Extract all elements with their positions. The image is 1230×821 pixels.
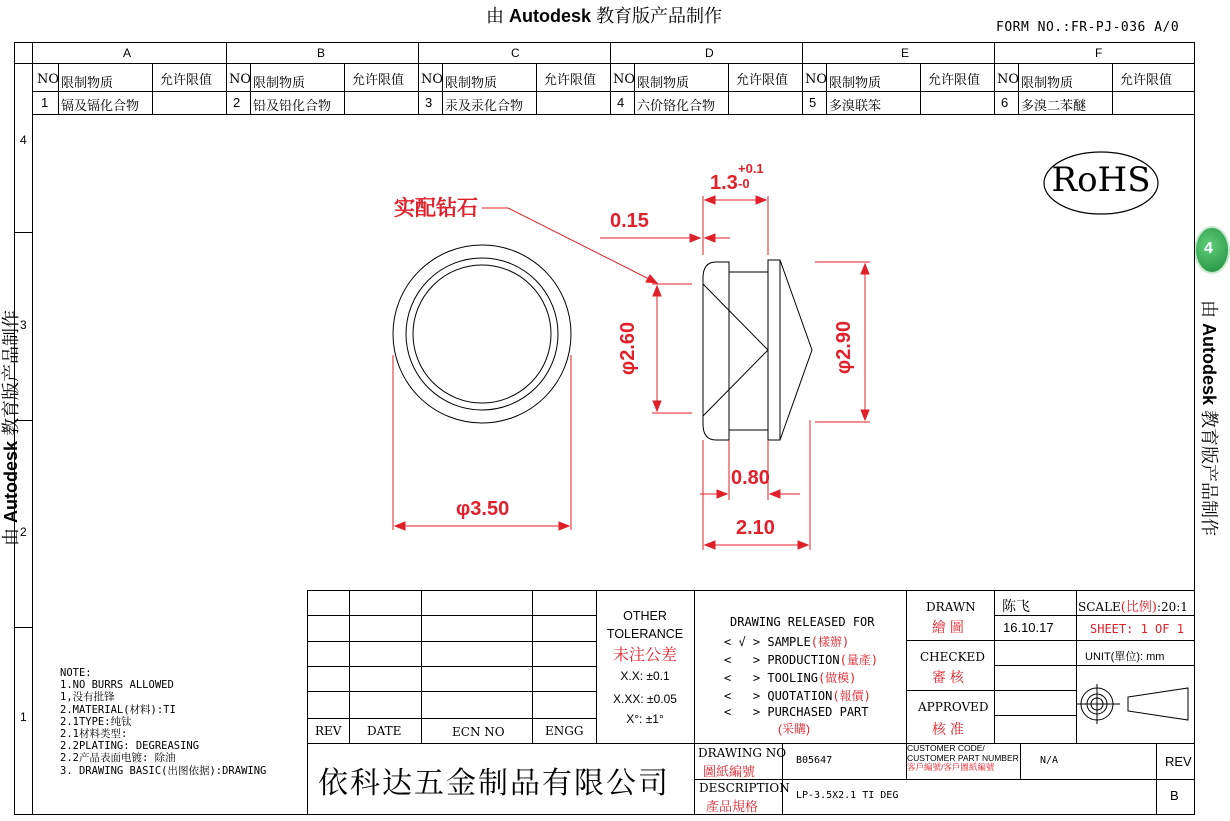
customer-line-cn: 客戶編號/客戶圖紙編號 xyxy=(907,762,995,772)
company-name: 依科达五金制品有限公司 xyxy=(318,766,670,801)
customer-line-1: CUSTOMER CODE/ xyxy=(907,743,985,753)
tolerance-title-1: OTHER xyxy=(623,609,667,623)
header-limit: 允许限值 xyxy=(352,72,405,87)
scale-label: SCALE xyxy=(1078,600,1121,614)
ecn-header: ECN NO xyxy=(452,725,505,739)
header-substance: 限制物质 xyxy=(253,75,306,90)
tolerance-angle: X°: ±1° xyxy=(626,712,664,726)
drawn-label: DRAWN xyxy=(926,600,976,614)
header-substance: 限制物质 xyxy=(445,75,498,90)
header-substance: 限制物质 xyxy=(1021,75,1074,90)
header-limit: 允许限值 xyxy=(736,72,789,87)
checked-label: CHECKED xyxy=(920,650,985,664)
tolerance-title-cn: 未注公差 xyxy=(612,647,677,664)
row-substance: 多溴联笨 xyxy=(829,98,882,113)
row-no: 6 xyxy=(1001,95,1009,110)
rohs-text: RoHS xyxy=(1051,160,1151,200)
note-line: 2.1材料类型: xyxy=(60,728,128,741)
note-line: 1.NO BURRS ALLOWED xyxy=(60,679,174,692)
header-limit: 允许限值 xyxy=(544,72,597,87)
header-no: NO xyxy=(229,72,252,87)
row-no: 4 xyxy=(617,95,625,110)
zone-col-d: D xyxy=(705,46,714,60)
tolerance-title-2: TOLERANCE xyxy=(606,627,684,641)
dim-phi-2-90: φ2.90 xyxy=(833,320,856,375)
rev-box-value: B xyxy=(1170,788,1179,803)
description-label-cn: 產品規格 xyxy=(706,799,759,814)
release-cn: (樣辦) xyxy=(810,635,850,649)
watermark-left-suffix: 教育版产品制作 xyxy=(1,309,21,441)
release-mark: < > xyxy=(724,689,761,703)
notes-block xyxy=(60,667,266,777)
release-en: PURCHASED PART xyxy=(767,705,869,719)
customer-code-value: N/A xyxy=(1040,755,1059,766)
scale-value: :20:1 xyxy=(1156,600,1188,614)
unit-field xyxy=(1085,648,1164,664)
unit-value: : mm xyxy=(1140,651,1165,663)
side-view xyxy=(703,260,812,440)
row-substance: 多溴二苯醚 xyxy=(1021,98,1087,113)
note-line: 2.MATERIAL(材料):TI xyxy=(60,703,176,716)
row-substance: 汞及汞化合物 xyxy=(445,98,524,113)
unit-label-cn: (單位) xyxy=(1110,651,1140,663)
note-line: 1,没有批锋 xyxy=(60,691,115,704)
zone-row-3: 3 xyxy=(20,318,27,332)
watermark-suffix: 教育版产品制作 xyxy=(591,6,723,26)
watermark-right-prefix: 由 xyxy=(1199,299,1219,323)
header-substance: 限制物质 xyxy=(637,75,690,90)
release-cn: (量產) xyxy=(839,653,879,667)
header-no: NO xyxy=(805,72,828,87)
date-header: DATE xyxy=(367,724,402,738)
dim-phi-3-50: φ3.50 xyxy=(456,498,510,520)
release-mark: < > xyxy=(724,705,761,719)
green-badge-icon[interactable]: 4 xyxy=(1194,226,1230,274)
approved-label-cn: 核 准 xyxy=(932,721,964,737)
dim-tol-minus: -0 xyxy=(738,176,750,191)
release-mark: < √ > xyxy=(724,635,761,649)
zone-col-f: F xyxy=(1095,46,1103,60)
checked-label-cn: 審 核 xyxy=(932,669,964,685)
dim-0-15: 0.15 xyxy=(610,210,649,232)
release-cn: (做模) xyxy=(817,671,857,685)
note-line: NOTE: xyxy=(60,667,92,679)
row-no: 1 xyxy=(41,95,49,110)
zone-col-e: E xyxy=(901,46,910,60)
unit-label: UNIT xyxy=(1085,651,1111,663)
release-en: SAMPLE xyxy=(767,635,811,649)
tolerance-xxx: X.XX: ±0.05 xyxy=(613,692,677,706)
customer-code-field xyxy=(907,744,1019,773)
watermark-left-prefix: 由 xyxy=(1,523,21,547)
release-item-quotation xyxy=(724,687,871,704)
drawn-name: 陈飞 xyxy=(1002,598,1030,614)
description-value: LP-3.5X2.1 TI DEG xyxy=(796,790,899,801)
release-title: DRAWING RELEASED FOR xyxy=(730,615,875,629)
release-purchased-cn: (采購) xyxy=(778,722,810,736)
zone-col-b: B xyxy=(317,46,326,60)
zone-row-2: 2 xyxy=(20,525,27,539)
engg-header: ENGG xyxy=(545,724,584,738)
drawing-no-value: B05647 xyxy=(796,755,833,766)
release-en: PRODUCTION xyxy=(767,653,840,667)
watermark-left-brand: Autodesk xyxy=(1,441,21,524)
header-no: NO xyxy=(613,72,636,87)
header-limit: 允许限值 xyxy=(928,72,981,87)
row-substance: 六价铬化合物 xyxy=(637,98,716,113)
row-no: 2 xyxy=(233,95,241,110)
diamond-label: 实配钻石 xyxy=(394,197,478,220)
header-limit: 允许限值 xyxy=(160,72,213,87)
release-mark: < > xyxy=(724,671,761,685)
header-no: NO xyxy=(997,72,1020,87)
watermark-right-brand: Autodesk xyxy=(1199,322,1219,405)
release-mark: < > xyxy=(724,653,761,667)
dim-0-80: 0.80 xyxy=(731,467,770,489)
header-no: NO xyxy=(37,72,60,87)
watermark-right-suffix: 教育版产品制作 xyxy=(1199,405,1219,537)
tolerance-xx: X.X: ±0.1 xyxy=(620,669,670,683)
rev-header: REV xyxy=(315,724,342,738)
description-label: DESCRIPTION xyxy=(699,781,790,795)
header-limit: 允许限值 xyxy=(1120,72,1173,87)
release-en: QUOTATION xyxy=(767,689,833,703)
rev-box-label: REV xyxy=(1165,754,1192,769)
dim-1-3: 1.3 xyxy=(710,172,738,194)
release-item-sample xyxy=(724,633,849,650)
dim-2-10: 2.10 xyxy=(736,517,775,539)
sheet-number: SHEET: 1 OF 1 xyxy=(1090,622,1184,636)
release-en: TOOLING xyxy=(767,671,818,685)
header-no: NO xyxy=(421,72,444,87)
header-substance: 限制物质 xyxy=(829,75,882,90)
drawn-label-cn: 繪 圖 xyxy=(932,619,964,635)
scale-label-cn: (比例) xyxy=(1120,600,1157,615)
row-substance: 镉及镉化合物 xyxy=(61,98,140,113)
release-item-tooling xyxy=(724,669,856,686)
zone-col-a: A xyxy=(123,46,132,60)
customer-line-2: CUSTOMER PART NUMBER xyxy=(907,752,1019,763)
watermark-prefix: 由 xyxy=(485,6,509,26)
drawn-date: 16.10.17 xyxy=(1003,620,1054,635)
watermark-brand: Autodesk xyxy=(508,6,591,26)
row-no: 3 xyxy=(425,95,433,110)
release-item-purchased xyxy=(724,705,869,719)
note-line: 3. DRAWING BASIC(出图依据):DRAWING xyxy=(60,764,267,777)
approved-label: APPROVED xyxy=(918,700,989,714)
drawing-no-label-cn: 圖紙編號 xyxy=(703,764,756,779)
note-line: 2.2PLATING: DEGREASING xyxy=(60,740,200,753)
note-line: 2.2产品表面电镀: 除油 xyxy=(60,752,176,765)
front-view xyxy=(393,245,571,423)
form-number: FORM NO.:FR-PJ-036 A/0 xyxy=(996,20,1180,35)
note-line: 2.1TYPE:纯钛 xyxy=(60,715,132,728)
drawing-no-label: DRAWING NO xyxy=(698,746,787,760)
header-substance: 限制物质 xyxy=(61,75,114,90)
zone-row-1: 1 xyxy=(20,710,27,724)
scale-field xyxy=(1078,596,1188,615)
release-item-production xyxy=(724,651,878,668)
zone-col-c: C xyxy=(511,46,520,60)
dim-phi-2-60: φ2.60 xyxy=(617,321,640,376)
row-no: 5 xyxy=(809,95,817,110)
dim-tol-plus: +0.1 xyxy=(738,161,764,176)
release-cn: (報價) xyxy=(832,689,871,703)
row-substance: 铅及铅化合物 xyxy=(253,98,332,113)
zone-row-4: 4 xyxy=(20,133,27,147)
